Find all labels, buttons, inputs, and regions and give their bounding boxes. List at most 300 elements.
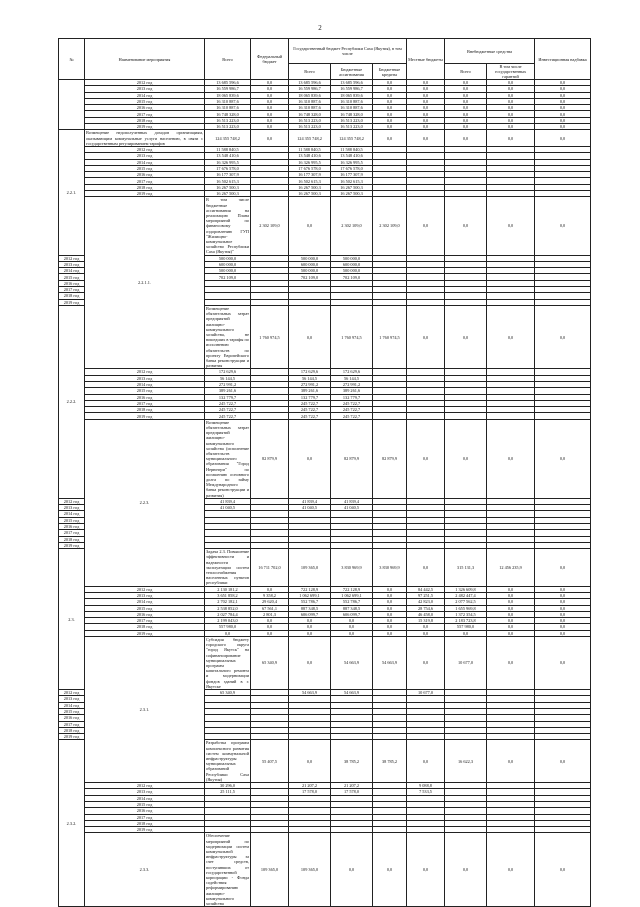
year-value: 272 991,2: [331, 382, 373, 388]
year-value: 25 111,5: [205, 789, 251, 795]
year-value: 16 177 307,9: [205, 172, 251, 178]
year-value: 0,0: [535, 624, 591, 630]
year-label: 2017 год: [59, 530, 85, 536]
item-value: 0,0: [407, 197, 445, 255]
year-value: 46 458,0: [407, 611, 445, 617]
year-value: 0,0: [251, 98, 289, 104]
year-value: 0,0: [487, 80, 535, 86]
year-label: 2014 год: [59, 511, 85, 517]
header-invest: Инвестиционная надбавка: [535, 39, 591, 80]
item-value: 0,0: [445, 833, 487, 907]
year-value: 389 261,6: [289, 388, 331, 394]
program-funding-table-wrapper: [58, 38, 590, 907]
year-label: 2014 год: [59, 268, 85, 274]
year-value: 1 372 354,5: [445, 611, 487, 617]
year-value: 16 513 223,0: [289, 124, 331, 130]
item-value: 54 663,9: [331, 637, 373, 690]
year-value: 65 340,9: [205, 690, 251, 696]
year-value: 0,0: [407, 117, 445, 123]
year-value: 887 348,5: [331, 605, 373, 611]
item-value: 2 302 109,0: [251, 197, 289, 255]
year-label: 2013 год: [85, 789, 205, 795]
year-label: 2015 год: [59, 708, 85, 714]
year-value: 16 310 887,6: [205, 105, 251, 111]
year-value: 11 588 840,5: [331, 146, 373, 152]
item-value: 315 131,3: [445, 549, 487, 586]
item-title: В том числе бюджетные ассигнования на реализацию Плана мероприятий по финансовому оздоровлению ГУП "Жилищно-коммунальное хозяйство Республики Саха (Якутия)": [206, 197, 249, 255]
year-value: 41 839,4: [205, 498, 251, 504]
year-value: 41 040,5: [331, 505, 373, 511]
year-value: 0,0: [445, 117, 487, 123]
item-value: 0,0: [445, 419, 487, 498]
year-value: 54 663,9: [331, 690, 373, 696]
year-value: 13 548 410,6: [331, 153, 373, 159]
year-label: 2018 год: [85, 820, 205, 826]
year-label: 2013 год: [59, 261, 85, 267]
year-value: 600 000,0: [205, 261, 251, 267]
year-label: 2014 год: [85, 159, 205, 165]
item-value: 65 340,9: [251, 637, 289, 690]
year-label: 2018 год: [59, 727, 85, 733]
item-title: Возмещение обязательных затрат предприятий жилищно-коммунального хозяйства, не вошедших в тарифы по исполнению обязательств по проекту Европейского банка реконструкции и развития: [206, 305, 249, 369]
year-value: 389 261,6: [331, 388, 373, 394]
year-value: 17 676 578,0: [331, 165, 373, 171]
year-value: 702 109,0: [331, 274, 373, 280]
item-number: 2.3.1.: [85, 637, 205, 783]
item-value: 0,0: [487, 740, 535, 783]
year-value: 0,0: [535, 105, 591, 111]
year-value: 41 839,4: [331, 498, 373, 504]
item-value: 3 830 969,9: [331, 549, 373, 586]
year-label: 2016 год: [59, 280, 85, 286]
year-value: 0,0: [445, 80, 487, 86]
year-value: 56 144,5: [331, 375, 373, 381]
item-number: 2.3.2.: [59, 740, 85, 907]
year-value: 0,0: [251, 124, 289, 130]
year-label: 2019 год: [85, 827, 205, 833]
year-value: 2 130 181,2: [205, 586, 251, 592]
year-label: 2019 год: [85, 630, 205, 636]
year-value: 13 548 410,6: [205, 153, 251, 159]
year-value: 0,0: [373, 86, 407, 92]
item-value: 0,0: [373, 833, 407, 907]
year-value: 0,0: [487, 605, 535, 611]
year-value: 16 559 986,7: [289, 86, 331, 92]
year-value: 18 065 839,6: [331, 92, 373, 98]
header-local: Местные бюджеты: [407, 39, 445, 80]
item-value: 0,0: [487, 197, 535, 255]
year-value: 0,0: [487, 98, 535, 104]
year-value: 18 065 839,6: [205, 92, 251, 98]
year-value: 0,0: [487, 586, 535, 592]
year-label: 2017 год: [85, 178, 205, 184]
year-value: 0,0: [407, 86, 445, 92]
item-value: 0,0: [487, 305, 535, 368]
year-value: 17 578,0: [331, 789, 373, 795]
year-value: 500 000,0: [205, 268, 251, 274]
year-label: 2019 год: [59, 542, 85, 548]
year-value: 0,0: [407, 80, 445, 86]
year-value: 16 748 328,0: [331, 111, 373, 117]
year-value: 0,0: [487, 117, 535, 123]
year-value: 0,0: [373, 124, 407, 130]
year-value: 16 502 615,3: [331, 178, 373, 184]
year-label: 2012 год: [85, 146, 205, 152]
item-number: [59, 80, 85, 130]
year-value: 0,0: [535, 592, 591, 598]
year-value: 28 754,6: [407, 605, 445, 611]
year-value: 21 207,2: [289, 783, 331, 789]
year-value: 0,0: [487, 105, 535, 111]
year-value: 9 088,8: [407, 783, 445, 789]
year-value: 0,0: [487, 624, 535, 630]
year-value: 702 109,0: [289, 274, 331, 280]
year-label: 2013 год: [85, 592, 205, 598]
year-value: 2 183 723,8: [445, 618, 487, 624]
program-funding-table: [58, 38, 591, 907]
year-value: 552 786,7: [289, 599, 331, 605]
year-value: 0,0: [251, 618, 289, 624]
year-value: 17 676 578,0: [205, 165, 251, 171]
year-value: 606 099,7: [289, 611, 331, 617]
item-value: 0,0: [251, 130, 289, 147]
year-label: 2012 год: [85, 783, 205, 789]
year-value: 16 267 500,3: [331, 184, 373, 190]
year-value: 16 502 615,3: [289, 178, 331, 184]
year-value: 0,0: [251, 80, 289, 86]
item-value: 124 355 748,2: [289, 130, 331, 147]
year-value: 0,0: [535, 618, 591, 624]
year-value: 722 128,9: [289, 586, 331, 592]
year-value: 17 676 578,0: [289, 165, 331, 171]
year-value: 41 040,5: [289, 505, 331, 511]
year-value: 0,0: [373, 592, 407, 598]
year-value: 16 267 500,3: [205, 191, 251, 197]
year-value: 16 310 887,6: [289, 98, 331, 104]
year-value: 7 533,5: [407, 789, 445, 795]
year-label: 2016 год: [85, 394, 205, 400]
item-title: Разработка программ комплексного развития систем коммунальной инфраструктуры муниципальных образований Республики Саха (Якутия): [206, 740, 249, 782]
year-value: 0,0: [487, 630, 535, 636]
year-label: 2016 год: [85, 105, 205, 111]
year-value: 0,0: [487, 92, 535, 98]
header-state-alloc: Бюджетные ассигнования: [331, 64, 373, 80]
year-value: 16 310 887,6: [331, 105, 373, 111]
year-value: 722 128,9: [331, 586, 373, 592]
item-value: 109 365,0: [289, 833, 331, 907]
year-value: 16 748 328,0: [205, 111, 251, 117]
year-value: 0,0: [407, 624, 445, 630]
item-value: 0,0: [487, 833, 535, 907]
year-value: 84 442,5: [407, 586, 445, 592]
header-state-credit: Бюджетные кредиты: [373, 64, 407, 80]
year-value: 172 629,6: [331, 369, 373, 375]
year-label: 2018 год: [59, 293, 85, 299]
year-value: 557 980,0: [445, 624, 487, 630]
year-value: 0,0: [205, 630, 251, 636]
year-value: 13 685 596,6: [289, 80, 331, 86]
year-label: 2015 год: [85, 98, 205, 104]
item-value: 38 785,2: [331, 740, 373, 783]
item-number: 2.3.: [59, 549, 85, 690]
year-value: 17 578,0: [289, 789, 331, 795]
year-value: 0,0: [289, 618, 331, 624]
year-value: 0,0: [251, 86, 289, 92]
year-value: 16 559 986,7: [205, 86, 251, 92]
year-value: 0,0: [373, 624, 407, 630]
year-value: 0,0: [535, 92, 591, 98]
program-item-row: [59, 637, 591, 690]
year-value: 67 561,1: [251, 605, 289, 611]
item-value: 0,0: [289, 740, 331, 783]
year-value: 0,0: [445, 86, 487, 92]
year-value: 0,0: [535, 117, 591, 123]
header-total: Всего: [205, 39, 251, 80]
year-label: 2016 год: [85, 172, 205, 178]
year-value: 29 620,4: [251, 599, 289, 605]
year-value: 132 779,7: [205, 394, 251, 400]
year-value: 245 722,7: [289, 407, 331, 413]
year-value: 0,0: [535, 111, 591, 117]
year-value: 0,0: [445, 105, 487, 111]
year-value: 2 702 182,1: [205, 599, 251, 605]
year-value: 42 823,0: [407, 599, 445, 605]
program-item-row: [59, 833, 591, 907]
year-value: 18 065 839,6: [289, 92, 331, 98]
year-value: 56 144,5: [289, 375, 331, 381]
item-number: 2.2.1.1.: [85, 197, 205, 369]
year-value: 245 722,7: [289, 413, 331, 419]
year-value: 16 748 328,0: [289, 111, 331, 117]
item-value: 1 760 974,5: [331, 305, 373, 368]
year-label: 2015 год: [85, 388, 205, 394]
year-value: 0,0: [487, 111, 535, 117]
year-value: 0,0: [445, 124, 487, 130]
year-value: 245 722,7: [205, 413, 251, 419]
year-value: 16 513 223,0: [331, 124, 373, 130]
year-value: 500 000,0: [289, 268, 331, 274]
year-value: 2 801,3: [251, 611, 289, 617]
year-value: 245 722,7: [205, 407, 251, 413]
item-value: 0,0: [407, 637, 445, 690]
year-value: 16 513 223,0: [289, 117, 331, 123]
year-label: 2016 год: [59, 715, 85, 721]
year-label: 2014 год: [85, 795, 205, 801]
year-value: 0,0: [445, 111, 487, 117]
year-value: 0,0: [373, 80, 407, 86]
year-value: 887 348,5: [289, 605, 331, 611]
year-value: 0,0: [251, 624, 289, 630]
year-value: 11 588 840,5: [289, 146, 331, 152]
year-label: 2016 год: [85, 808, 205, 814]
year-value: 0,0: [331, 624, 373, 630]
item-value: 16 622,3: [445, 740, 487, 783]
header-no: №: [59, 39, 85, 80]
item-value: 2 302 109,0: [331, 197, 373, 255]
item-value: 0,0: [407, 833, 445, 907]
year-value: 16 267 500,3: [205, 184, 251, 190]
year-value: 389 261,6: [205, 388, 251, 394]
year-label: 2018 год: [85, 184, 205, 190]
item-value: 10 677,0: [445, 637, 487, 690]
year-label: 2013 год: [59, 696, 85, 702]
year-value: 500 000,0: [331, 255, 373, 261]
item-title: Задача 2.3. Повышение эффективности и надежности эксплуатации систем теплоснабжения населенных пунктов республики: [206, 549, 249, 586]
year-value: 0,0: [373, 586, 407, 592]
header-name: Наименование мероприятия: [85, 39, 205, 80]
year-value: 56 144,5: [205, 375, 251, 381]
year-label: 2012 год: [85, 369, 205, 375]
year-label: 2013 год: [85, 375, 205, 381]
year-value: 0,0: [535, 98, 591, 104]
year-value: 272 991,2: [205, 382, 251, 388]
year-value: 552 786,7: [331, 599, 373, 605]
year-label: 2012 год: [85, 80, 205, 86]
year-value: 0,0: [407, 98, 445, 104]
year-label: 2015 год: [59, 274, 85, 280]
year-value: 0,0: [535, 605, 591, 611]
year-value: 245 722,7: [331, 413, 373, 419]
table-body: [59, 80, 591, 907]
item-value: 82 879,9: [251, 419, 289, 498]
year-value: 0,0: [373, 611, 407, 617]
program-item-row: [59, 197, 591, 255]
year-value: 132 779,7: [331, 394, 373, 400]
year-value: 0,0: [407, 111, 445, 117]
year-value: 0,0: [407, 630, 445, 636]
year-value: 13 548 410,6: [289, 153, 331, 159]
year-value: 1 062 699,1: [289, 592, 331, 598]
year-label: 2019 год: [59, 299, 85, 305]
year-label: 2015 год: [85, 165, 205, 171]
year-value: 16 310 887,6: [205, 98, 251, 104]
year-value: 16 559 986,7: [331, 86, 373, 92]
year-value: 54 663,9: [289, 690, 331, 696]
year-value: 13 685 596,6: [331, 80, 373, 86]
year-value: 0,0: [487, 86, 535, 92]
year-value: 16 502 615,3: [205, 178, 251, 184]
year-label: 2018 год: [85, 624, 205, 630]
year-label: 2012 год: [59, 498, 85, 504]
item-number: 2.2.3.: [85, 419, 205, 586]
item-value: 0,0: [487, 419, 535, 498]
item-value: 0,0: [407, 305, 445, 368]
year-value: 600 000,0: [289, 261, 331, 267]
item-value: 0,0: [289, 419, 331, 498]
year-label: 2016 год: [85, 611, 205, 617]
item-value: 0,0: [535, 197, 591, 255]
year-value: 0,0: [487, 599, 535, 605]
year-value: 0,0: [407, 92, 445, 98]
year-label: 2014 год: [85, 599, 205, 605]
year-label: 2017 год: [85, 814, 205, 820]
year-value: 0,0: [535, 80, 591, 86]
item-value: 0,0: [535, 549, 591, 586]
item-value: 0,0: [407, 419, 445, 498]
item-value: 0,0: [445, 197, 487, 255]
year-value: 245 722,7: [331, 400, 373, 406]
year-value: 9 358,2: [251, 592, 289, 598]
year-value: 30 296,0: [205, 783, 251, 789]
item-number: 2.3.3.: [85, 833, 205, 907]
year-value: 16 513 223,0: [331, 117, 373, 123]
year-value: 16 267 500,3: [289, 191, 331, 197]
item-value: 109 365,0: [289, 549, 331, 586]
item-value: 0,0: [407, 740, 445, 783]
year-value: 11 588 840,5: [205, 146, 251, 152]
year-value: 16 310 887,6: [331, 98, 373, 104]
year-value: 16 326 995,5: [205, 159, 251, 165]
year-label: 2013 год: [59, 505, 85, 511]
year-label: 2014 год: [85, 382, 205, 388]
year-value: 0,0: [407, 105, 445, 111]
year-label: 2018 год: [85, 117, 205, 123]
year-label: 2017 год: [85, 111, 205, 117]
item-value: 54 663,9: [373, 637, 407, 690]
header-state-total: Всего: [289, 64, 331, 80]
year-label: 2019 год: [59, 734, 85, 740]
year-value: 0,0: [487, 618, 535, 624]
year-value: 0,0: [445, 630, 487, 636]
item-value: 82 879,9: [331, 419, 373, 498]
year-value: 2 482 447,4: [445, 592, 487, 598]
year-value: 0,0: [251, 92, 289, 98]
year-label: 2017 год: [85, 400, 205, 406]
item-value: 0,0: [407, 549, 445, 586]
year-value: 1 655 969,8: [445, 605, 487, 611]
year-value: 16 513 223,0: [205, 124, 251, 130]
year-value: 1 062 699,1: [331, 592, 373, 598]
item-value: 12 456 235,9: [487, 549, 535, 586]
year-value: 272 991,2: [289, 382, 331, 388]
year-value: 0,0: [331, 618, 373, 624]
year-value: 172 629,6: [289, 369, 331, 375]
year-value: 2 077 562,5: [445, 599, 487, 605]
year-value: 0,0: [373, 117, 407, 123]
year-label: 2014 год: [85, 92, 205, 98]
year-value: 97 251,5: [407, 592, 445, 598]
year-value: 16 267 500,3: [331, 191, 373, 197]
item-value: 38 785,2: [373, 740, 407, 783]
year-value: 557 980,0: [205, 624, 251, 630]
year-label: 2015 год: [59, 517, 85, 523]
year-value: 16 326 995,5: [289, 159, 331, 165]
year-value: 0,0: [251, 111, 289, 117]
year-value: 3 651 858,2: [205, 592, 251, 598]
year-value: 0,0: [373, 92, 407, 98]
year-value: 0,0: [535, 86, 591, 92]
year-value: 0,0: [487, 124, 535, 130]
year-value: 0,0: [289, 624, 331, 630]
year-label: 2015 год: [85, 801, 205, 807]
year-label: 2012 год: [59, 690, 85, 696]
item-value: 0,0: [535, 419, 591, 498]
item-value: 0,0: [289, 637, 331, 690]
year-value: 0,0: [487, 592, 535, 598]
item-value: 2 302 109,0: [373, 197, 407, 255]
year-label: 2017 год: [85, 618, 205, 624]
year-value: 41 839,4: [289, 498, 331, 504]
year-value: 606 099,7: [331, 611, 373, 617]
year-value: 2 538 852,0: [205, 605, 251, 611]
year-value: 702 109,0: [205, 274, 251, 280]
year-label: 2017 год: [59, 721, 85, 727]
item-value: 16 711 702,0: [251, 549, 289, 586]
year-value: 0,0: [535, 630, 591, 636]
year-value: 2 199 043,0: [205, 618, 251, 624]
year-value: 16 177 307,9: [331, 172, 373, 178]
item-value: 109 365,0: [251, 833, 289, 907]
